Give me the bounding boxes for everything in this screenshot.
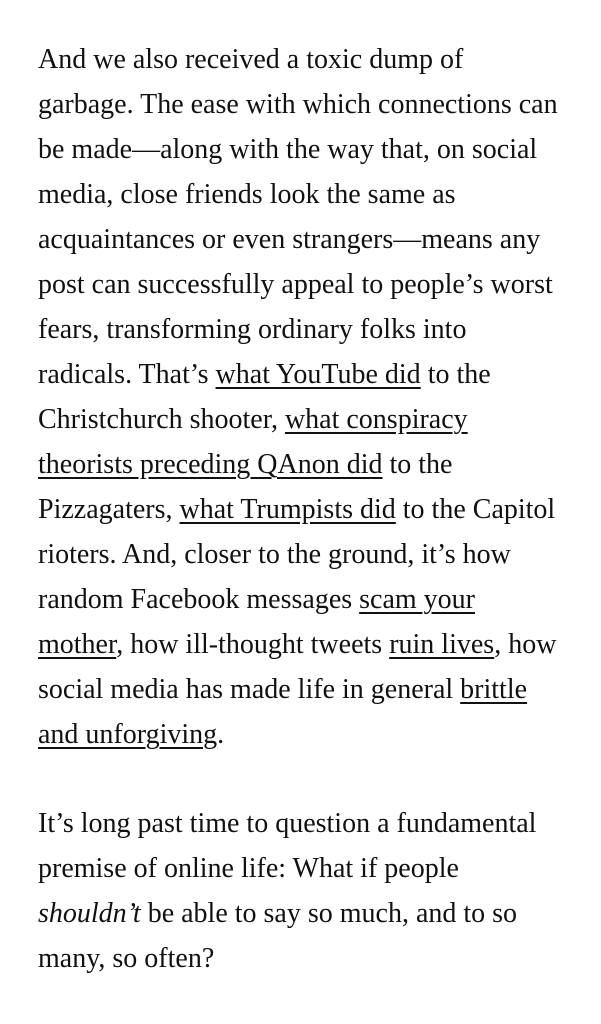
- paragraph-2-text-2: be able to say so much, and to so many, so often?: [38, 898, 518, 974]
- link-conspiracy-theorists[interactable]: what conspiracy theorists preceding QAnon did: [38, 404, 468, 480]
- paragraph-1-text-1: And we also received a toxic dump of garbage. The ease with which connections can be made—along with the way that, on social media, close friends look the same as acquaintances or even strangers—means any post can successfully appeal to people’s worst fears, transforming ordinary folks into radicals. That’s: [38, 44, 558, 390]
- link-brittle-and-unforgiving[interactable]: brittle and unforgiving: [38, 674, 528, 750]
- paragraph-1: [38, 37, 563, 757]
- paragraph-1-text-3: to the Pizzagaters,: [38, 449, 453, 525]
- paragraph-2: [38, 801, 563, 981]
- link-what-youtube-did[interactable]: what YouTube did: [215, 359, 421, 390]
- paragraph-1-text-7: .: [217, 719, 225, 750]
- emphasis-shouldnt: shouldn’t: [38, 898, 141, 929]
- paragraph-1-text-4: to the Capitol rioters. And, closer to the ground, it’s how random Facebook messages: [38, 494, 556, 615]
- paragraph-1-text-6: , how social media has made life in general: [38, 629, 557, 705]
- paragraph-2-text-1: It’s long past time to question a fundamental premise of online life: What if people: [38, 808, 537, 884]
- link-scam-your-mother[interactable]: scam your mother: [38, 584, 475, 660]
- paragraph-1-text-5: , how ill-thought tweets: [116, 629, 390, 660]
- link-ruin-lives[interactable]: ruin lives: [389, 629, 495, 660]
- paragraph-1-text-2: to the Christchurch shooter,: [38, 359, 491, 435]
- link-what-trumpists-did[interactable]: what Trumpists did: [179, 494, 396, 525]
